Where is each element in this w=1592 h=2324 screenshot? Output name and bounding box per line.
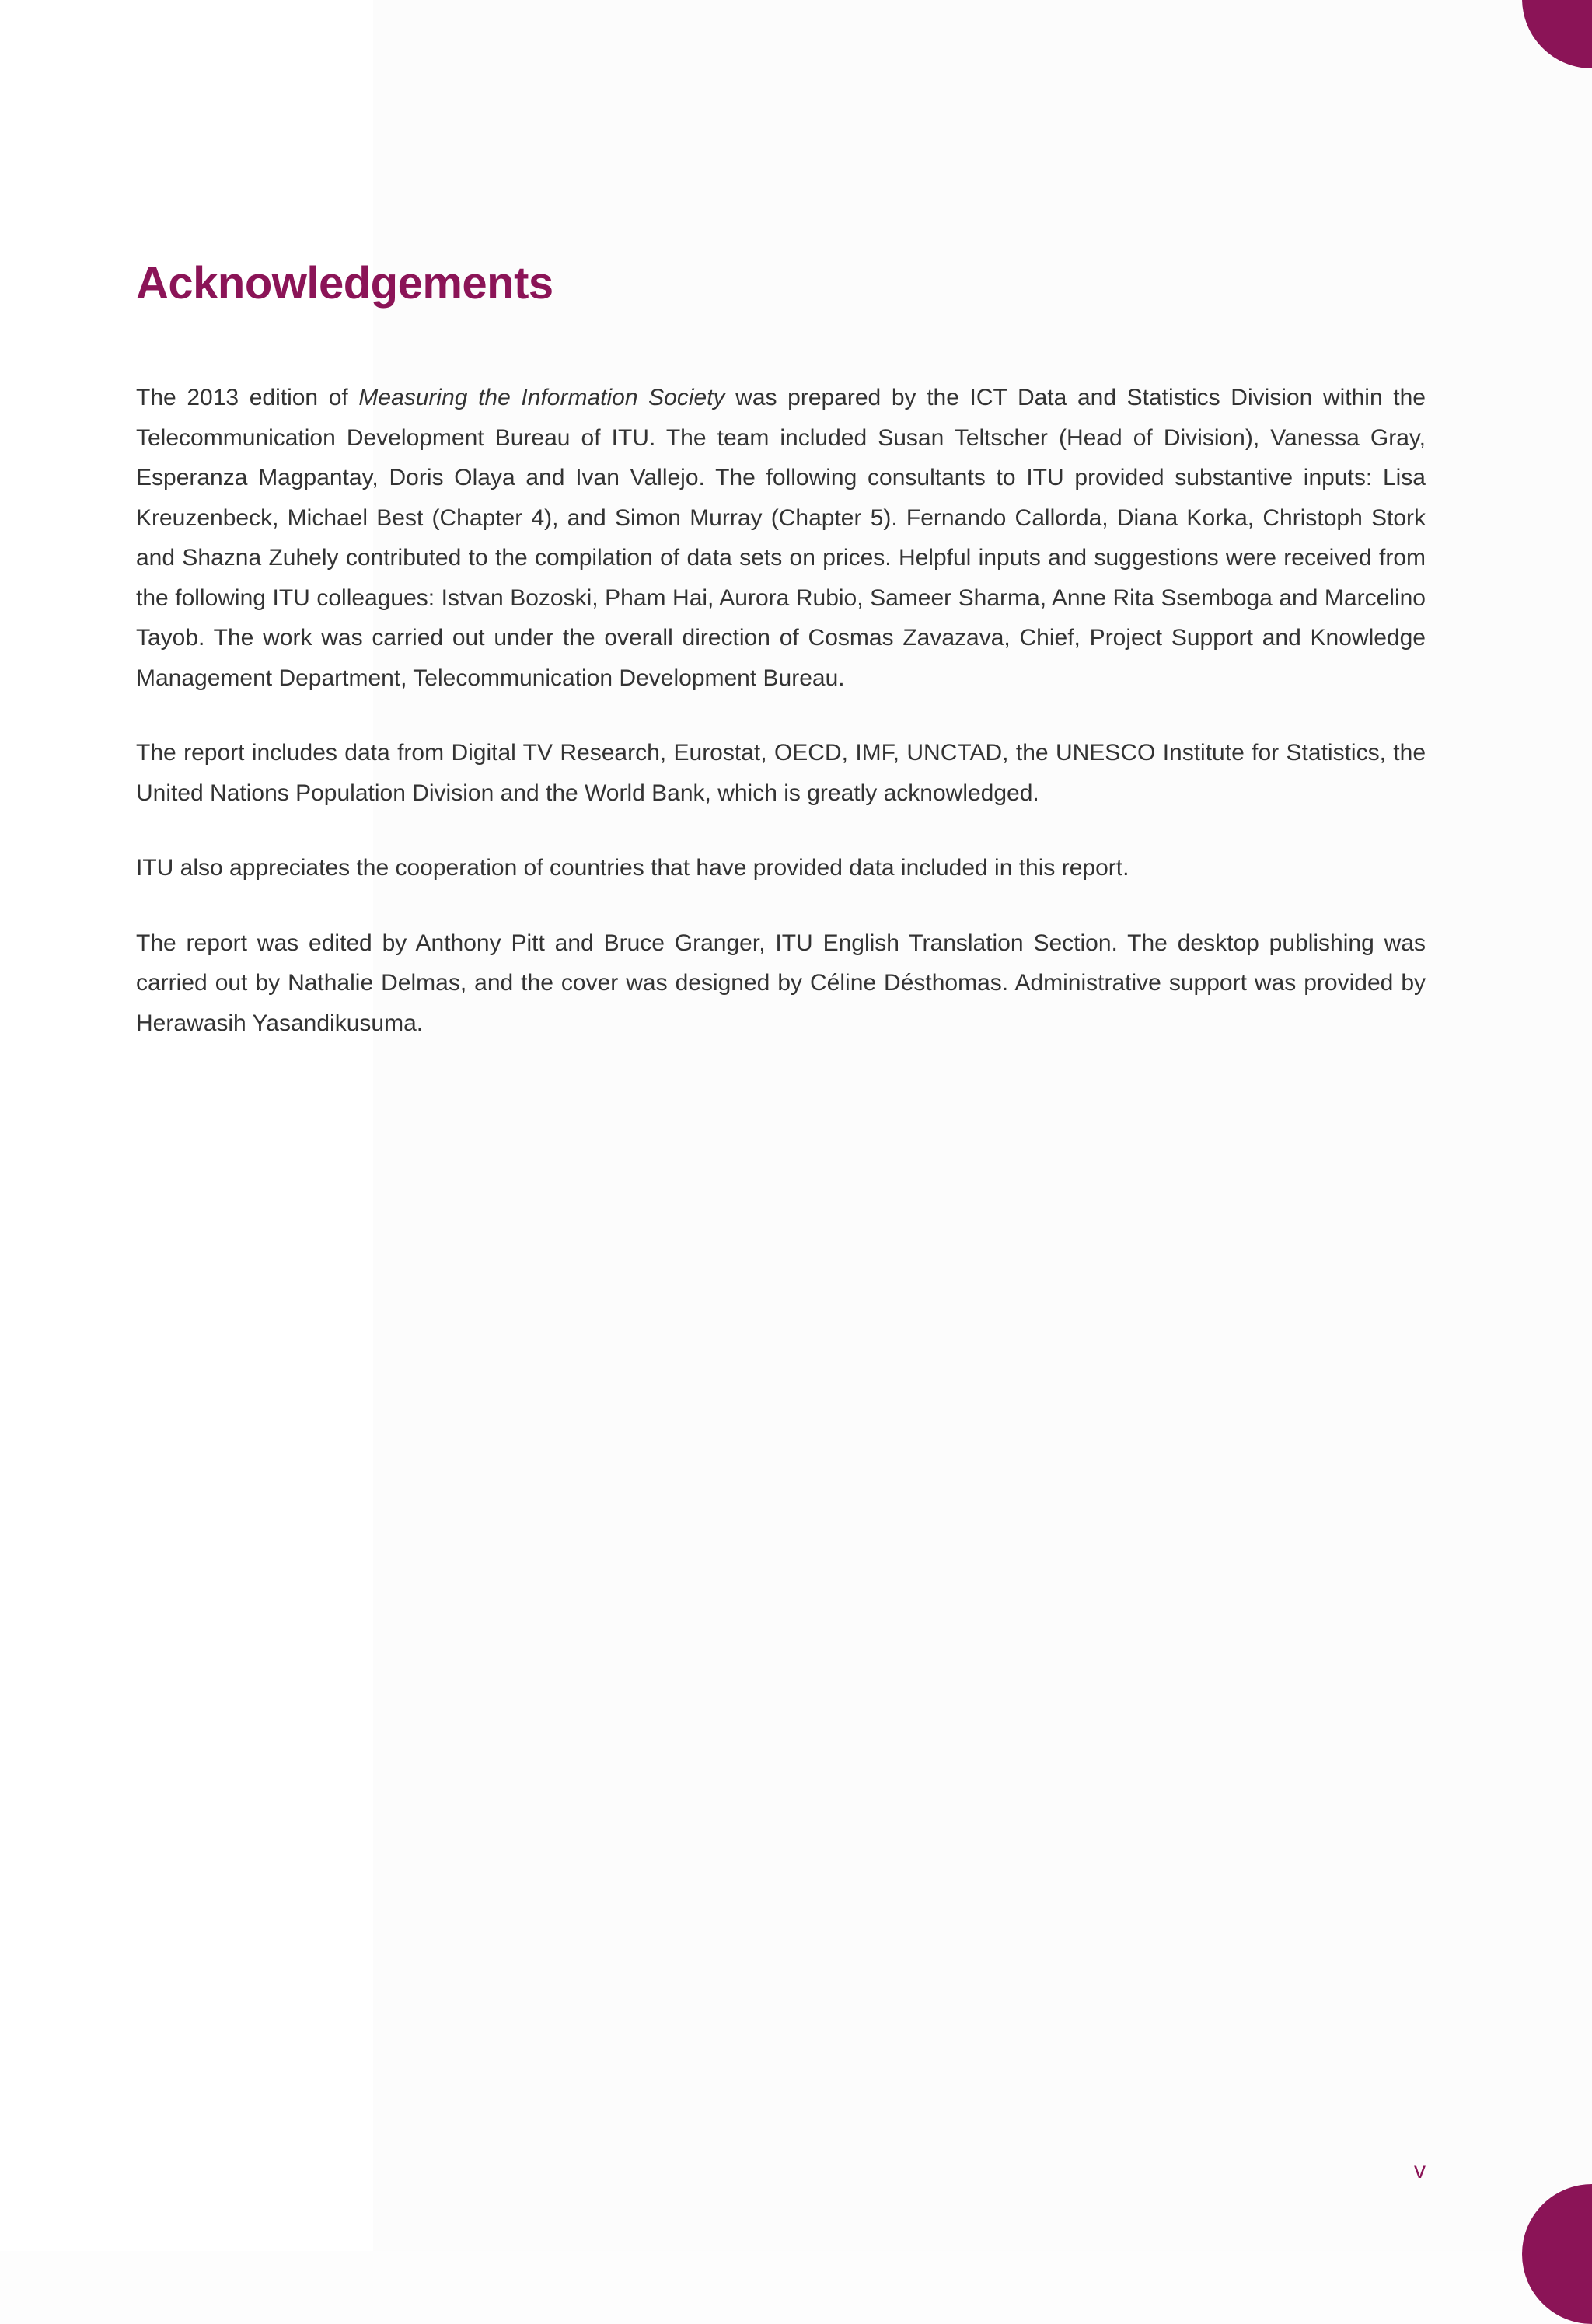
body-text: [136, 378, 1426, 1078]
paragraph-editing: The report was edited by Anthony Pitt and Bruce Granger, ITU English Translation Section. The desktop publishing was carried out by Nathalie Delmas, and the cover was designed by Céline Désthomas. Administrative support was provided by Herawasih Yasandikusuma.: [136, 930, 1426, 1036]
paragraph-team-suffix: was prepared by the ICT Data and Statistics Division within the Telecommunication Development Bureau of ITU. The team included Susan Teltscher (Head of Division), Vanessa Gray, Esperanza Magpantay, Doris Olaya and Ivan Vallejo. The following consultants to ITU provided substantive inputs: Lisa Kreuzenbeck, Michael Best (Chapter 4), and Simon Murray (Chapter 5). Fernando Callorda, Diana Korka, Christoph Stork and Shazna Zuhely contributed to the compilation of data sets on prices. Helpful inputs and suggestions were received from the following ITU colleagues: Istvan Bozoski, Pham Hai, Aurora Rubio, Sameer Sharma, Anne Rita Ssemboga and Marcelino Tayob. The work was carried out under the overall direction of Cosmas Zavazava, Chief, Project Support and Knowledge Management Department, Telecommunication Development Bureau.: [136, 385, 1426, 691]
paragraph-team-prefix: The 2013 edition of: [136, 385, 359, 410]
paragraph-countries: ITU also appreciates the cooperation of countries that have provided data included in this report.: [136, 855, 1129, 881]
paragraph-data-sources: The report includes data from Digital TV Research, Eurostat, OECD, IMF, UNCTAD, the UNESCO Institute for Statistics, the United Nations Population Division and the World Bank, which is greatly acknowledged.: [136, 740, 1426, 806]
corner-decoration-top: [1522, 0, 1592, 68]
report-title-italic: Measuring the Information Society: [358, 385, 725, 410]
page-title: Acknowledgements: [136, 258, 553, 309]
paragraph-team: [136, 378, 1426, 698]
page-number: v: [1414, 2158, 1426, 2183]
corner-decoration-bottom: [1522, 2184, 1592, 2324]
